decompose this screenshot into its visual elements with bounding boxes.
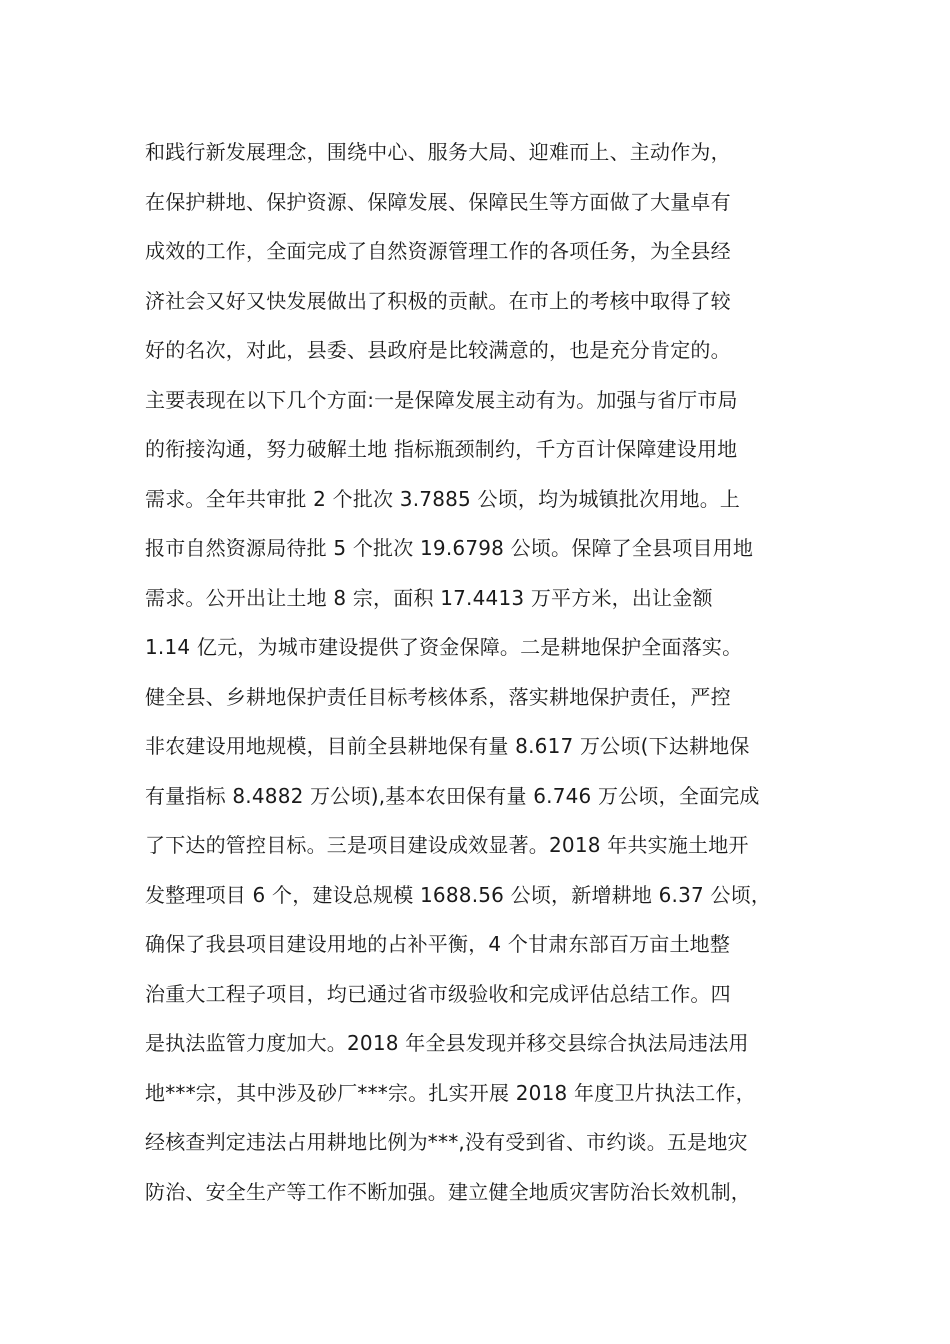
text-line: 健全县、乡耕地保护责任目标考核体系，落实耕地保护责任，严控 <box>145 684 731 709</box>
text-line: 有量指标 8.4882 万公顷),基本农田保有量 6.746 万公顷，全面完成 <box>145 783 760 808</box>
text-line: 需求。全年共审批 2 个批次 3.7885 公顷，均为城镇批次用地。上 <box>145 486 741 511</box>
text-line: 1.14 亿元，为城市建设提供了资金保障。二是耕地保护全面落实。 <box>145 635 743 659</box>
text-line: 在保护耕地、保护资源、保障发展、保障民生等方面做了大量卓有 <box>145 189 731 214</box>
text-line: 需求。公开出让土地 8 宗，面积 17.4413 万平方米，出让金额 <box>145 585 713 610</box>
body-text <box>145 133 825 1222</box>
text-line: 济社会又好又快发展做出了积极的贡献。在市上的考核中取得了较 <box>145 288 731 313</box>
text-line: 的衔接沟通，努力破解土地 指标瓶颈制约，千方百计保障建设用地 <box>145 437 738 461</box>
text-line: 治重大工程子项目，均已通过省市级验收和完成评估总结工作。四 <box>145 981 731 1006</box>
text-line: 地***宗，其中涉及砂厂***宗。扎实开展 2018 年度卫片执法工作， <box>145 1080 756 1105</box>
text-line: 经核查判定违法占用耕地比例为***,没有受到省、市约谈。五是地灾 <box>145 1130 748 1154</box>
text-line: 了下达的管控目标。三是项目建设成效显著。2018 年共实施土地开 <box>145 833 749 857</box>
text-line: 和践行新发展理念，围绕中心、服务大局、迎难而上、主动作为， <box>145 140 731 164</box>
text-line: 好的名次，对此，县委、县政府是比较满意的，也是充分肯定的。 <box>145 338 731 362</box>
text-line: 发整理项目 6 个，建设总规模 1688.56 公顷，新增耕地 6.37 公顷， <box>145 882 772 907</box>
text-line: 是执法监管力度加大。2018 年全县发现并移交县综合执法局违法用 <box>145 1031 749 1055</box>
text-line: 防治、安全生产等工作不断加强。建立健全地质灾害防治长效机制， <box>145 1179 751 1204</box>
text-line: 报市自然资源局待批 5 个批次 19.6798 公顷。保障了全县项目用地 <box>145 536 754 560</box>
text-line: 主要表现在以下几个方面:一是保障发展主动有为。加强与省厅市局 <box>145 387 738 412</box>
text-line: 确保了我县项目建设用地的占补平衡，4 个甘肃东部百万亩土地整 <box>145 932 731 956</box>
text-line: 成效的工作，全面完成了自然资源管理工作的各项任务，为全县经 <box>145 239 731 263</box>
text-line: 非农建设用地规模，目前全县耕地保有量 8.617 万公顷(下达耕地保 <box>145 734 750 758</box>
